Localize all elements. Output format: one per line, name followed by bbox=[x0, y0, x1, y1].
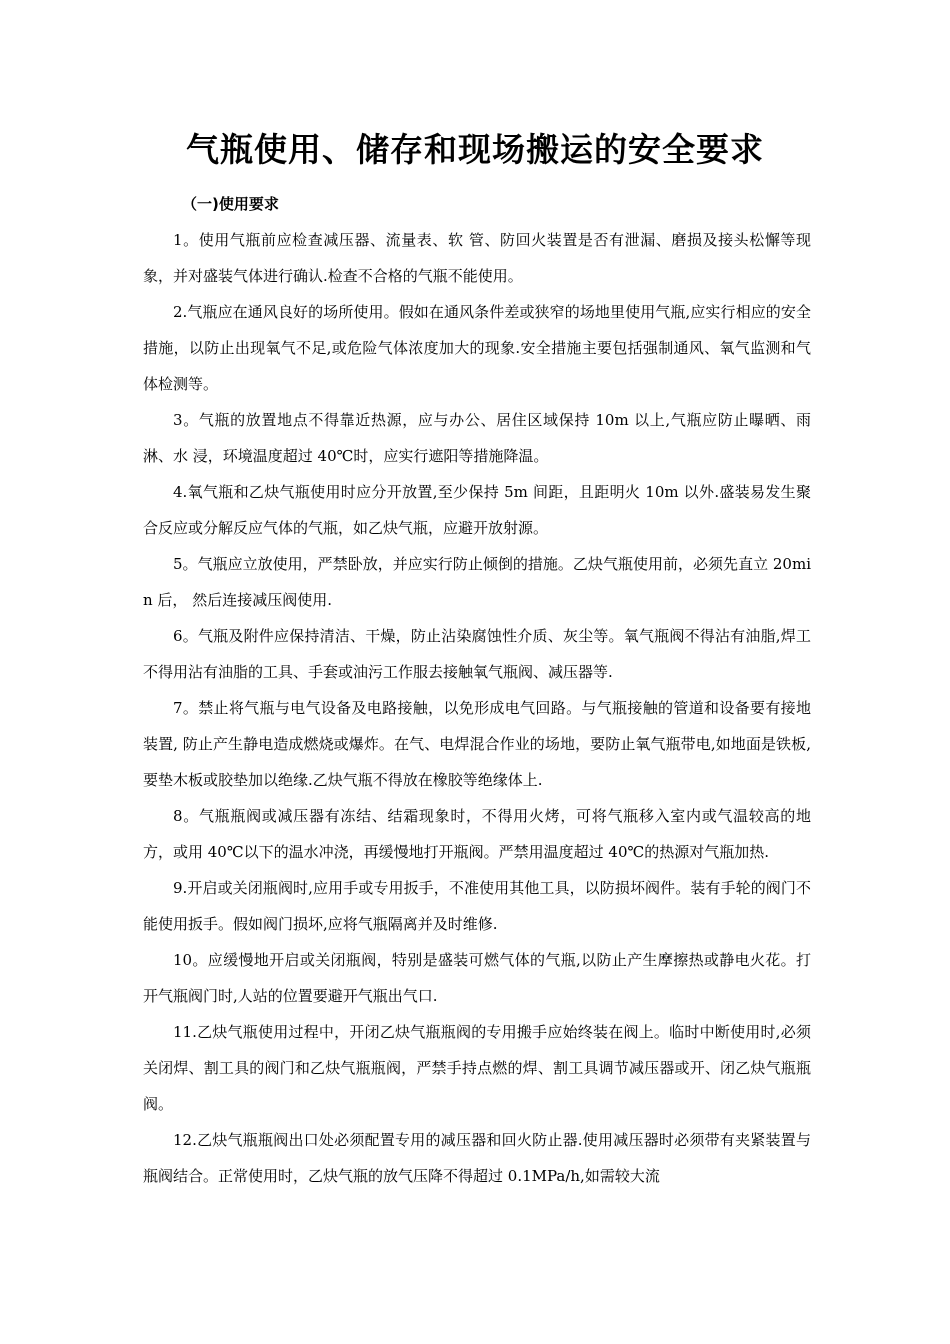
paragraph: 9.开启或关闭瓶阀时,应用手或专用扳手，不准使用其他工具，以防损坏阀件。装有手轮的阀门不能使用扳手。假如阀门损坏,应将气瓶隔离并及时维修. bbox=[143, 879, 811, 933]
paragraph: 11.乙炔气瓶使用过程中，开闭乙炔气瓶瓶阀的专用搬手应始终装在阀上。临时中断使用时,必须关闭焊、割工具的阀门和乙炔气瓶瓶阀，严禁手持点燃的焊、割工具调节减压器或开、闭乙炔气瓶瓶阀。 bbox=[143, 1023, 811, 1113]
paragraph: 3。气瓶的放置地点不得靠近热源，应与办公、居住区域保持 10m 以上,气瓶应防止曝晒、雨淋、水 浸，环境温度超过 40℃时，应实行遮阳等措施降温。 bbox=[143, 411, 811, 465]
paragraph: 6。气瓶及附件应保持清洁、干燥，防止沾染腐蚀性介质、灰尘等。氧气瓶阀不得沾有油脂,焊工不得用沾有油脂的工具、手套或油污工作服去接触氧气瓶阀、减压器等. bbox=[143, 627, 811, 681]
document-body bbox=[143, 222, 811, 1194]
document-title: 气瓶使用、储存和现场搬运的安全要求 bbox=[186, 130, 764, 169]
paragraph: 4.氧气瓶和乙炔气瓶使用时应分开放置,至少保持 5m 间距，且距明火 10m 以外.盛装易发生聚合反应或分解反应气体的气瓶，如乙炔气瓶，应避开放射源。 bbox=[143, 483, 811, 537]
paragraph: 2.气瓶应在通风良好的场所使用。假如在通风条件差或狭窄的场地里使用气瓶,应实行相应的安全 措施，以防止出现氧气不足,或危险气体浓度加大的现象.安全措施主要包括强制通风、氧气监测和气体检测等。 bbox=[143, 303, 811, 393]
paragraph: 7。禁止将气瓶与电气设备及电路接触，以免形成电气回路。与气瓶接触的管道和设备要有接地装置, 防止产生静电造成燃烧或爆炸。在气、电焊混合作业的场地，要防止氧气瓶带电,如地面是铁板,要垫木板或胶垫加以绝缘.乙炔气瓶不得放在橡胶等绝缘体上. bbox=[143, 699, 811, 789]
paragraph: 12.乙炔气瓶瓶阀出口处必须配置专用的减压器和回火防止器.使用减压器时必须带有夹紧装置与瓶阀结合。正常使用时，乙炔气瓶的放气压降不得超过 0.1MPa/h,如需较大流 bbox=[143, 1131, 811, 1185]
paragraph: 1。使用气瓶前应检查减压器、流量表、软 管、防回火装置是否有泄漏、磨损及接头松懈等现象，并对盛装气体进行确认.检查不合格的气瓶不能使用。 bbox=[143, 231, 811, 285]
paragraph: 8。气瓶瓶阀或减压器有冻结、结霜现象时，不得用火烤，可将气瓶移入室内或气温较高的地方，或用 40℃以下的温水冲浇，再缓慢地打开瓶阀。严禁用温度超过 40℃的热源对气瓶加热. bbox=[143, 807, 811, 861]
paragraph: 5。气瓶应立放使用，严禁卧放，并应实行防止倾倒的措施。乙炔气瓶使用前，必须先直立 20min 后， 然后连接减压阀使用. bbox=[143, 555, 811, 609]
section-heading: （一)使用要求 bbox=[182, 195, 279, 213]
paragraph: 10。应缓慢地开启或关闭瓶阀，特别是盛装可燃气体的气瓶,以防止产生摩擦热或静电火花。打开气瓶阀门时,人站的位置要避开气瓶出气口. bbox=[143, 951, 811, 1005]
